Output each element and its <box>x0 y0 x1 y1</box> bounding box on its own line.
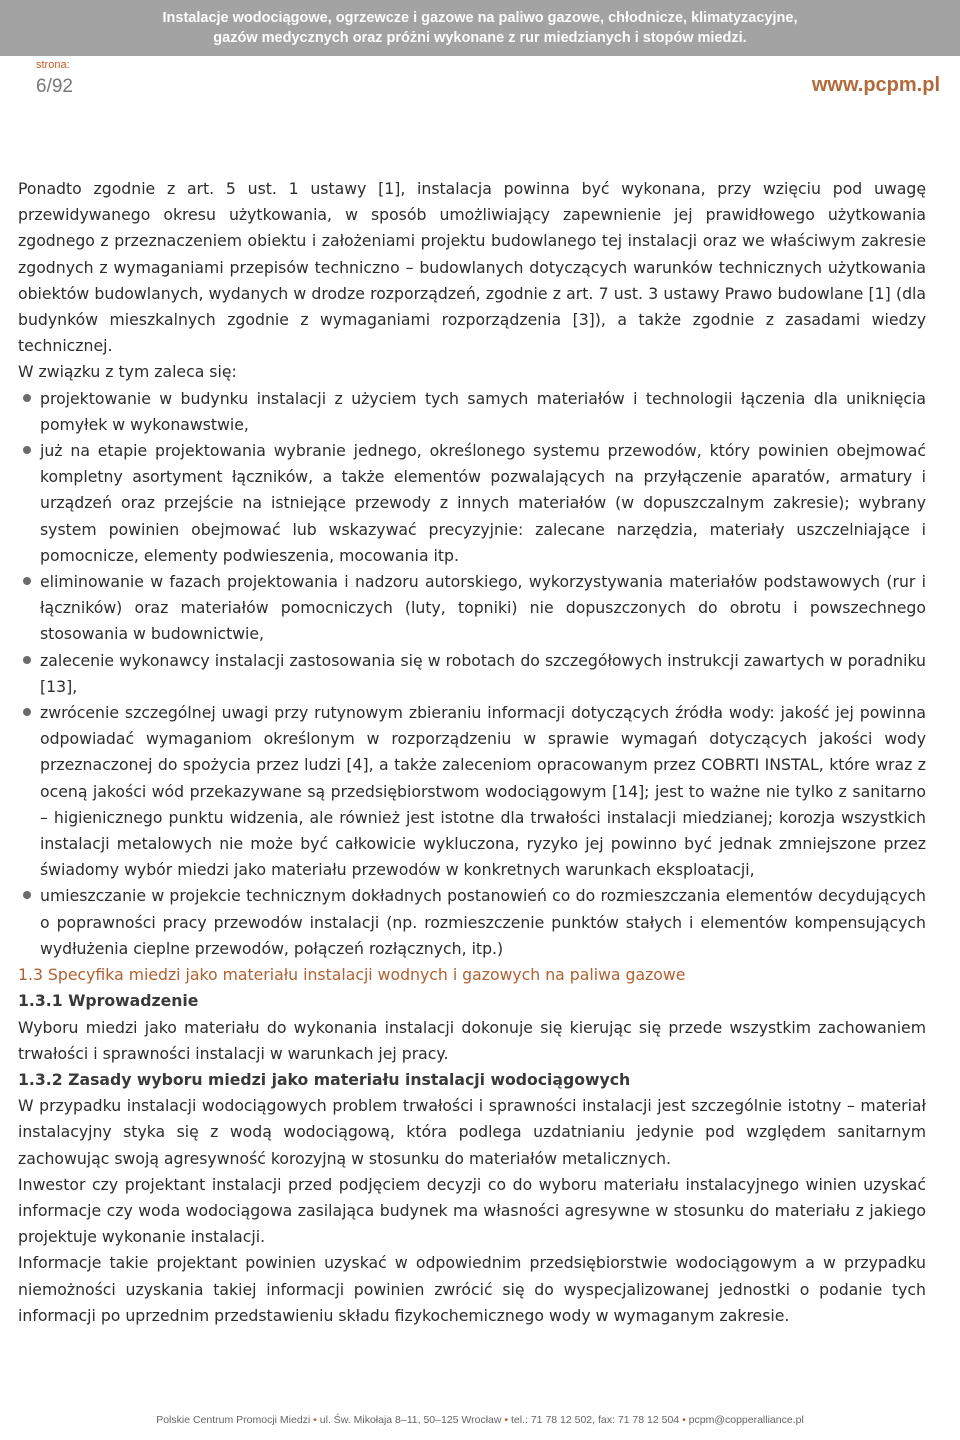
list-item-text: zalecenie wykonawcy instalacji zastosowania się w robotach do szczegółowych instrukcji zawartych w poradniku [13], <box>40 650 926 696</box>
bullet-icon <box>23 446 31 454</box>
introduction-paragraph: Wyboru miedzi jako materiału do wykonania instalacji dokonuje się kierując się przede wszystkim zachowaniem trwałości i sprawności instalacji w warunkach jej pracy. <box>18 1017 926 1063</box>
bullet-icon <box>23 708 31 716</box>
footer-address: ul. Św. Mikołaja 8–11, 50–125 Wrocław <box>319 1414 502 1426</box>
footer-separator-dot: • <box>313 1414 320 1426</box>
list-item <box>18 386 926 438</box>
list-item <box>18 700 926 883</box>
footer-separator-dot: • <box>682 1414 689 1426</box>
subsection-heading-selection-rules: 1.3.2 Zasady wyboru miedzi jako materiału instalacji wodociągowych <box>18 1069 631 1089</box>
footer-org: Polskie Centrum Promocji Miedzi <box>156 1414 311 1426</box>
list-item-text: projektowanie w budynku instalacji z użyciem tych samych materiałów i technologii łączenia dla uniknięcia pomyłek w wykonawstwie, <box>40 388 926 434</box>
list-item-text: już na etapie projektowania wybranie jednego, określonego systemu przewodów, który powinien obejmować kompletny asortyment łączników, a także elementów pozwalających na przyłączenie aparatów, armatury i urządzeń oraz przejście na istniejące przewody z innych materiałów (w dopuszczalnym zakresie); wybrany system powinien obejmować lub wskazywać precyzyjnie: zalecane narzędzia, materiały uszczelniające i pomocnicze, elementy podwieszenia, mocowania itp. <box>40 441 926 565</box>
header-band <box>0 0 960 56</box>
page-footer <box>0 1414 960 1426</box>
bullet-icon <box>23 656 31 664</box>
selection-paragraph-2: Inwestor czy projektant instalacji przed podjęciem decyzji co do wyboru materiału instalacyjnego winien uzyskać informacje czy woda wodociągowa zasilająca budynek ma własności agresywne w stosunku do materiału z jakiego projektuje wykonanie instalacji. <box>18 1174 926 1247</box>
list-item-text: umieszczanie w projekcie technicznym dokładnych postanowień co do rozmieszczania elementów decydujących o poprawności pracy przewodów instalacji (np. rozmieszczenie punktów stałych i elementów kompensujących wydłużenia cieplne przewodów, połączeń rozłącznych, itp.) <box>40 886 926 958</box>
list-item <box>18 883 926 962</box>
section-heading: 1.3 Specyfika miedzi jako materiału instalacji wodnych i gazowych na paliwa gazowe <box>18 965 686 985</box>
footer-separator-dot: • <box>504 1414 511 1426</box>
bullet-icon <box>23 394 31 402</box>
subsection-heading-introduction: 1.3.1 Wprowadzenie <box>18 991 199 1011</box>
list-item <box>18 648 926 700</box>
page-number: 6/92 <box>36 76 73 97</box>
document-title-line-1: Instalacje wodociągowe, ogrzewcze i gazowe na paliwo gazowe, chłodnicze, klimatyzacyjne, <box>162 10 798 26</box>
document-title <box>110 8 850 48</box>
list-item-text: zwrócenie szczególnej uwagi przy rutynowym zbieraniu informacji dotyczących źródła wody: jakość jej powinna odpowiadać wymaganiom określonym w rozporządzeniu w sprawie wymagań dotyczących jakości wody przeznaczonej do spożycia przez ludzi [4], a także zaleceniom opracowanym przez COBRTI INSTAL, które wraz z oceną jakości wód przekazywane są przedsiębiorstwom wodociągowym [14]; jest to ważne nie tylko z sanitarno – higienicznego punktu widzenia, ale również jest istotne dla trwałości instalacji miedzianej; korozja wszystkich instalacji metalowych nie może być całkowicie wykluczona, ryzyko jej powinno być jednak zmniejszone przez świadomy wybór miedzi jako materiału przewodów w konkretnych warunkach eksploatacji, <box>40 703 926 880</box>
selection-paragraph-1: W przypadku instalacji wodociągowych problem trwałości i sprawności instalacji jest szczególnie istotny – materiał instalacyjny styka się z wodą wodociągową, która podlega uzdatnianiu jedynie pod względem sanitarnym zachowując swoją agresywność korozyjną w stosunku do materiałów metalicznych. <box>18 1096 926 1168</box>
list-item-text: eliminowanie w fazach projektowania i nadzoru autorskiego, wykorzystywania materiałów podstawowych (rur i łączników) oraz materiałów pomocniczych (luty, topniki) nie dopuszczonych do obrotu i powszechnego stosowania w budownictwie, <box>40 572 926 644</box>
document-title-line-2: gazów medycznych oraz próżni wykonane z rur miedzianych i stopów miedzi. <box>213 30 747 46</box>
page-content <box>18 176 926 1329</box>
bullet-icon <box>23 891 31 899</box>
bullet-icon <box>23 577 31 585</box>
intro-paragraph: Ponadto zgodnie z art. 5 ust. 1 ustawy [1], instalacja powinna być wykonana, przy wzięciu pod uwagę przewidywanego okresu użytkowania, w sposób umożliwiający zapewnienie jej prawidłowego użytkowania zgodnego z przeznaczeniem obiektu i założeniami projektu budowlanego tej instalacji oraz we właściwym zakresie zgodnych z wymaganiami przepisów techniczno – budowlanych dotyczących warunków technicznych użytkowania obiektów budowlanych, wydanych w drodze rozporządzeń, zgodnie z art. 7 ust. 3 ustawy Prawo budowlane [1] (dla budynków mieszkalnych zgodnie z wymaganiami rozporządzenia [3]), a także zgodnie z zasadami wiedzy technicznej. <box>18 179 926 356</box>
footer-email[interactable]: pcpm@copperalliance.pl <box>688 1414 804 1426</box>
footer-phone: tel.: 71 78 12 502, fax: 71 78 12 504 <box>511 1414 680 1426</box>
list-item <box>18 438 926 569</box>
recommendations-list <box>18 386 926 962</box>
page-header <box>0 0 960 112</box>
page-label: strona: <box>36 59 70 71</box>
website-link[interactable]: www.pcpm.pl <box>811 74 940 96</box>
recommend-intro: W związku z tym zaleca się: <box>18 362 237 382</box>
list-item <box>18 569 926 648</box>
selection-paragraph-3: Informacje takie projektant powinien uzyskać w odpowiednim przedsiębiorstwie wodociągowym a w przypadku niemożności uzyskania takiej informacji powinien zwrócić się do wyspecjalizowanej jednostki o podanie tych informacji po uprzednim przedstawieniu składu fizykochemicznego wody w wymaganym zakresie. <box>18 1253 926 1325</box>
